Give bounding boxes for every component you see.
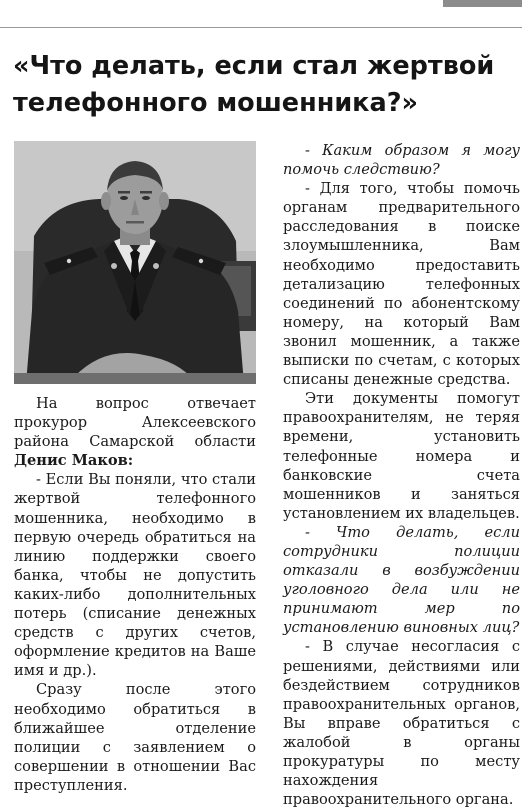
intro-text: На вопрос отвечает прокурор Алексеевского района Самарской области (14, 395, 256, 451)
answer-paragraph: - Если Вы поняли, что стали жертвой телефонного мошенника, необходимо в первую очередь обратиться на линию поддержки своего банка, чтобы не допустить каких-либо дополнительных потерь (списание денежных средств с других счетов, оформление кредитов на Ваше имя и др.). (14, 471, 256, 680)
answer-paragraph: - В случае несогласия с решениями, действиями или бездействием сотрудников правоохранительных органов, Вы вправе обратиться с жалобой в органы прокуратуры по месту нахождения правоохранительного органа. (283, 638, 520, 809)
answer-paragraph: - Для того, чтобы помочь органам предварительного расследования в поиске злоумышленника, Вам необходимо предоставить детализацию телефонных соединений по абонентскому номеру, на который Вам звонил мошенник, а также выписки по счетам, с которых списаны денежные средства. (283, 180, 520, 389)
question-paragraph: - Что делать, если сотрудники полиции отказали в возбуждении уголовного дела или не принимают мер по установлению виновных лиц? (283, 523, 520, 637)
right-column (283, 141, 520, 809)
header-rule (0, 27, 522, 28)
author-name: Денис Маков: (14, 452, 134, 470)
article-headline (13, 48, 513, 122)
left-column (14, 394, 256, 795)
headline-line-1: «Что делать, если стал жертвой (13, 51, 495, 81)
header-accent-bar (443, 0, 522, 7)
answer-paragraph: Эти документы помогут правоохранителям, не теряя времени, установить телефонные номера и банковские счета мошенников и заняться установлением их владельцев. (283, 390, 520, 522)
headline-line-2: телефонного мошенника?» (13, 88, 418, 118)
answer-paragraph: Сразу после этого необходимо обратиться в ближайшее отделение полиции с заявлением о совершении в отношении Вас преступления. (14, 681, 256, 794)
portrait-photo-icon (14, 141, 256, 384)
portrait-photo (14, 141, 256, 384)
question-paragraph: - Каким образом я могу помочь следствию? (283, 142, 520, 179)
intro-paragraph (14, 394, 256, 470)
